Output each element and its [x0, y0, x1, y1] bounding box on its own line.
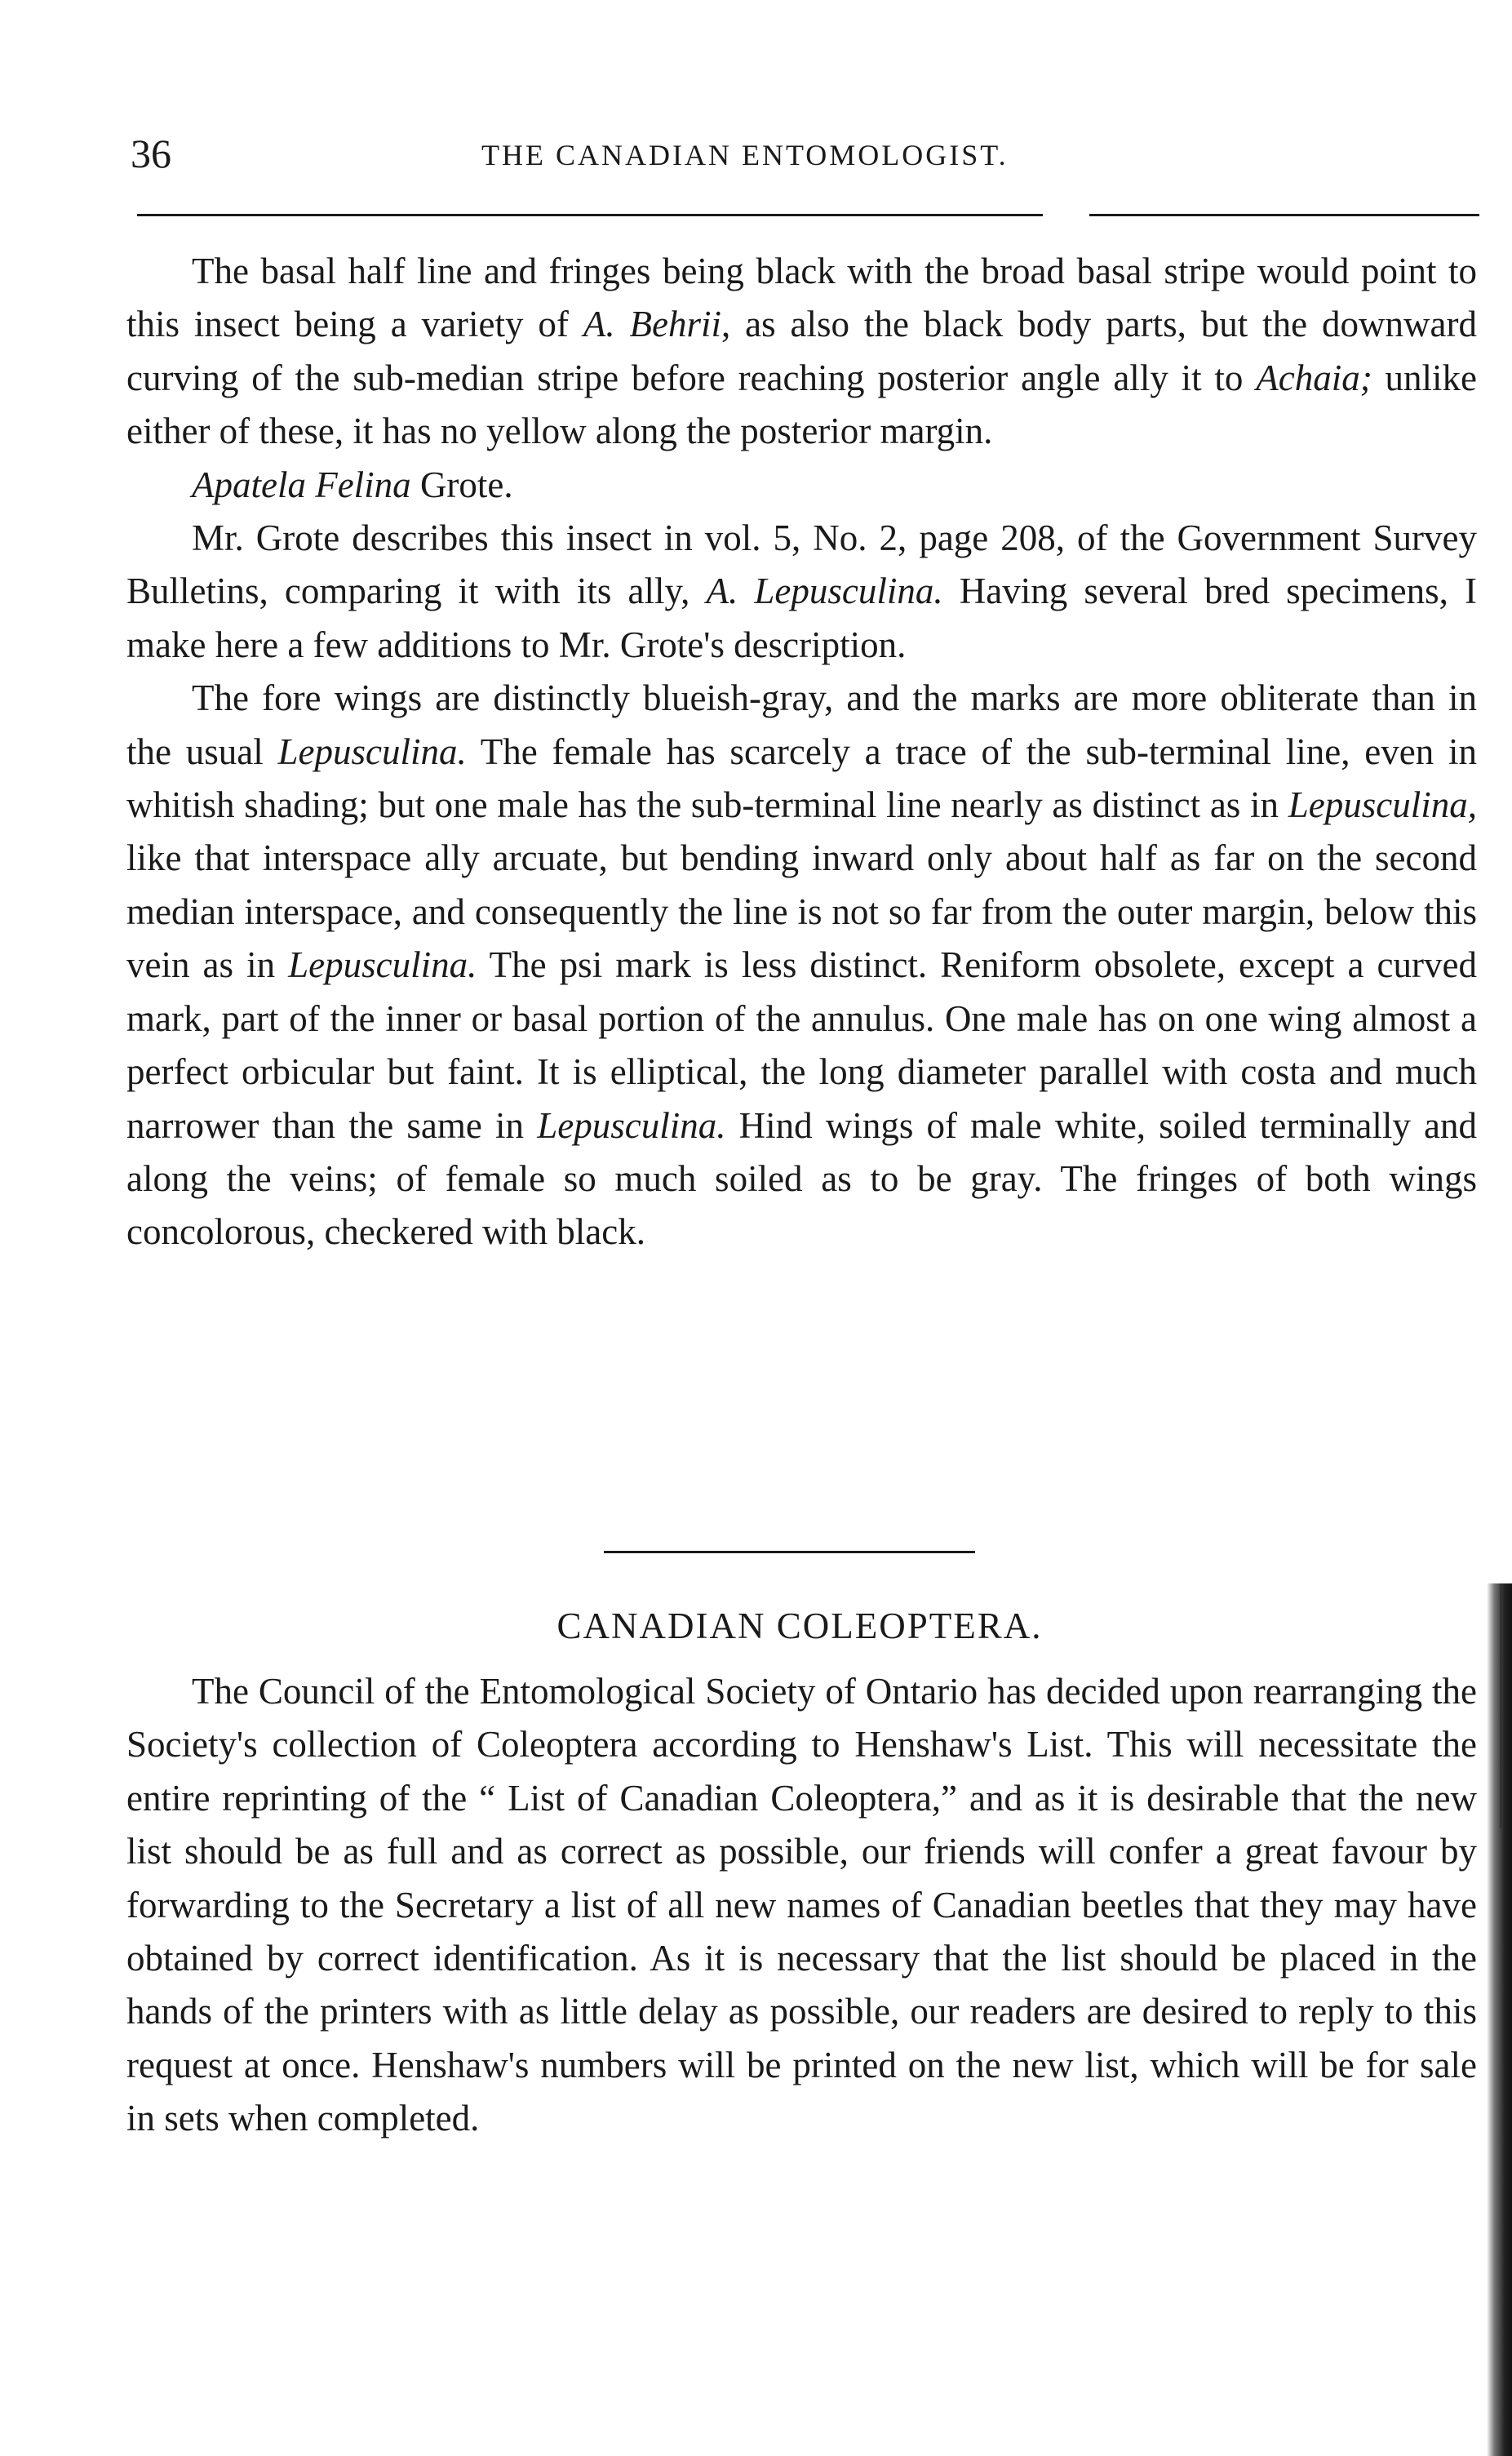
header-rule-left [137, 214, 1043, 216]
section-body [126, 1665, 1477, 2146]
text-run: Having several bred specimens, I make here a few additions to Mr. Grote's description. [126, 571, 1477, 665]
text-run: The basal half line and fringes being black with the broad basal stripe would point to this insect being a variety of [126, 251, 1477, 345]
text-run: Grote. [410, 464, 513, 505]
species-name: Achaia; [1256, 357, 1372, 398]
page-number: 36 [131, 131, 171, 176]
species-name: Apatela Felina [192, 464, 411, 505]
text-run: , as also the black body parts, but the downward curving of the sub-median stripe before reaching posterior angle ally it to [126, 304, 1478, 398]
text-run: Hind wings of male white, soiled terminally and along the veins; of female so much soiled as to be gray. The fringes of both wings concolorous, checkered with black. [126, 1104, 1477, 1253]
species-name: Lepusculina. [537, 1104, 726, 1146]
species-name: A. Lepusculina. [706, 571, 943, 612]
species-name: A. Behrii [583, 304, 721, 345]
header-rule-right [1089, 214, 1479, 216]
text-run: unlike either of these, it has no yellow along the posterior margin. [126, 357, 1477, 452]
text-run: The fore wings are distinctly blueish-gray, and the marks are more obliterate than in the usual [126, 677, 1477, 772]
section-heading: CANADIAN COLEOPTERA. [556, 1606, 1043, 1646]
species-name: Lepusculina. [277, 731, 467, 772]
section-divider-rule [604, 1551, 975, 1553]
text-run: Mr. Grote describes this insect in vol. 5, No. 2, page 208, of the Government Survey Bulletins, comparing it with its ally, [126, 517, 1477, 612]
paragraph-species-heading [126, 459, 1477, 512]
running-title: THE CANADIAN ENTOMOLOGIST. [481, 139, 1009, 171]
species-name: Lepusculina, [1288, 784, 1477, 826]
paragraph-grote-describes [126, 512, 1477, 672]
article-body [126, 245, 1477, 1259]
paragraph-basal-half-line [126, 245, 1477, 459]
scan-edge-line [1500, 1583, 1502, 1828]
paragraph-fore-wings [126, 672, 1477, 1259]
paragraph-coleoptera-notice: The Council of the Entomological Society of Ontario has decided upon rearranging the Society's collection of Coleoptera according to Henshaw's List. This will necessitate the entire reprinting of the “ List of Canadian Coleoptera,” and as it is desirable that the new list should be as full and as correct as possible, our friends will confer a great favour by forwarding to the Secretary a list of all new names of Canadian beetles that they may have obtained by correct identification. As it is necessary that the list should be placed in the hands of the printers with as little delay as possible, our readers are desired to reply to this request at once. Henshaw's numbers will be printed on the new list, which will be for sale in sets when completed. [126, 1671, 1477, 2139]
text-run: The female has scarcely a trace of the sub-terminal line, even in whitish shading; but one male has the sub-terminal line nearly as distinct as in [126, 731, 1477, 826]
species-name: Lepusculina. [288, 944, 477, 986]
text-run: The psi mark is less distinct. Reniform obsolete, except a curved mark, part of the inner or basal portion of the annulus. One male has on one wing almost a perfect orbicular but faint. It is elliptical, the long diameter parallel with costa and much narrower than the same in [126, 944, 1477, 1146]
text-run: like that interspace ally arcuate, but bending inward only about half as far on the second median interspace, and consequently the line is not so far from the outer margin, below this vein as in [126, 837, 1477, 986]
